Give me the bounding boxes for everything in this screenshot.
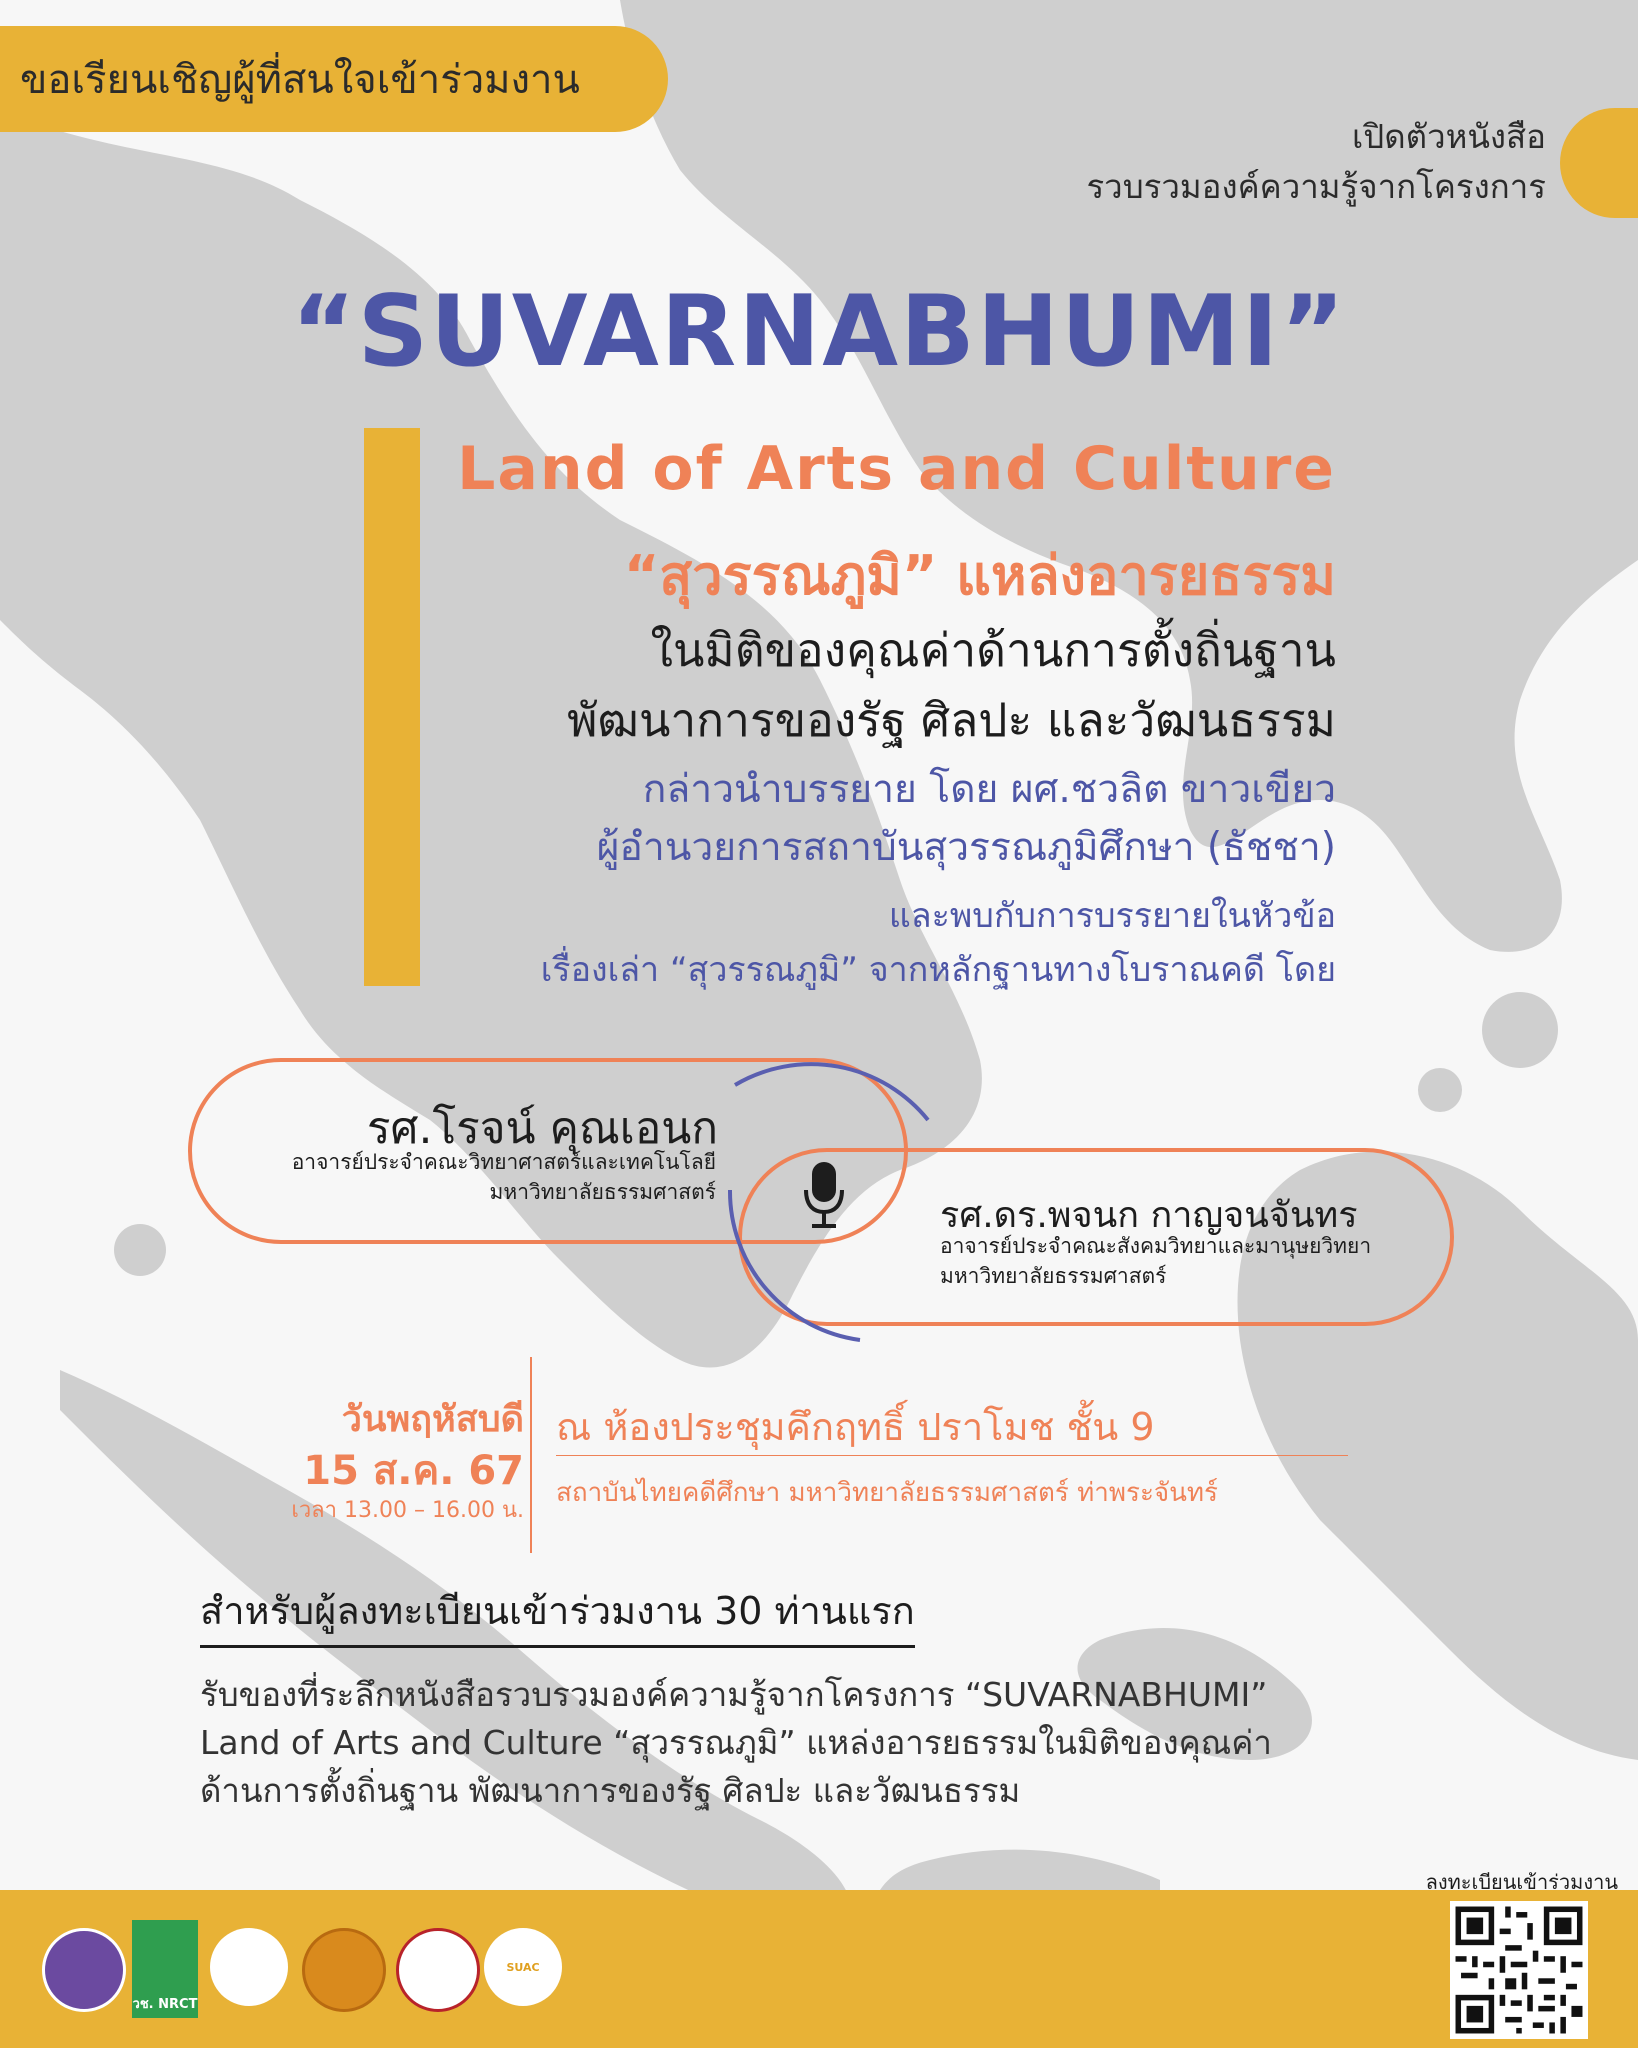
speaker-2-affiliation: อาจารย์ประจำคณะสังคมวิทยาและมานุษยวิทยา bbox=[940, 1234, 1372, 1258]
topic-line1: และพบกับการบรรยายในหัวข้อ bbox=[888, 896, 1336, 936]
qr-code-icon bbox=[1450, 1901, 1588, 2039]
suac-logo-text: SUAC bbox=[506, 1960, 540, 1974]
speaker-2-university: มหาวิทยาลัยธรรมศาสตร์ bbox=[940, 1264, 1167, 1288]
venue-room: ณ ห้องประชุมคึกฤทธิ์ ปราโมช ชั้น 9 bbox=[556, 1405, 1155, 1449]
nrct-logo bbox=[132, 1920, 198, 2018]
registration-qr-code[interactable] bbox=[1450, 1901, 1588, 2039]
intro-line2: ผู้อำนวยการสถาบันสุวรรณภูมิศึกษา (ธัชชา) bbox=[596, 825, 1336, 870]
subtitle-line2: พัฒนาการของรัฐ ศิลปะ และวัฒนธรรม bbox=[567, 693, 1336, 747]
logo-3 bbox=[210, 1928, 288, 2006]
speaker-1-affiliation: อาจารย์ประจำคณะวิทยาศาสตร์และเทคโนโลยี bbox=[291, 1150, 716, 1174]
microphone-icon bbox=[800, 1160, 848, 1234]
logo-5 bbox=[396, 1928, 480, 2012]
gift-line3: ด้านการตั้งถิ่นฐาน พัฒนาการของรัฐ ศิลปะ และวัฒนธรรม bbox=[200, 1771, 1021, 1810]
thai-title: “สุวรรณภูมิ” แหล่งอารยธรรม bbox=[623, 544, 1336, 607]
intro-line1: กล่าวนำบรรยาย โดย ผศ.ชวลิต ขาวเขียว bbox=[642, 767, 1336, 812]
nrct-logo-text: วช. NRCT bbox=[132, 1997, 198, 2012]
suac-logo bbox=[484, 1928, 562, 2006]
gift-line1: รับของที่ระลึกหนังสือรวบรวมองค์ความรู้จากโครงการ “SUVARNABHUMI” bbox=[200, 1675, 1268, 1714]
topic-line2: เรื่องเล่า “สุวรรณภูมิ” จากหลักฐานทางโบราณคดี โดย bbox=[540, 950, 1336, 990]
main-title: “SUVARNABHUMI” bbox=[291, 275, 1347, 389]
qr-label: ลงทะเบียนเข้าร่วมงาน bbox=[1425, 1870, 1618, 1894]
gift-line2: Land of Arts and Culture “สุวรรณภูมิ” แหล่งอารยธรรมในมิติของคุณค่า bbox=[200, 1723, 1272, 1762]
invitation-text: ขอเรียนเชิญผู้ที่สนใจเข้าร่วมงาน bbox=[20, 57, 580, 103]
book-launch-line2: รวบรวมองค์ความรู้จากโครงการ bbox=[1086, 167, 1546, 206]
registration-title: สำหรับผู้ลงทะเบียนเข้าร่วมงาน 30 ท่านแรก bbox=[200, 1580, 915, 1648]
logo-1 bbox=[42, 1928, 126, 2012]
event-date: 15 ส.ค. 67 bbox=[303, 1448, 524, 1494]
venue-underline bbox=[556, 1455, 1348, 1456]
speaker-1-university: มหาวิทยาลัยธรรมศาสตร์ bbox=[489, 1180, 716, 1204]
speaker-2-name: รศ.ดร.พจนก กาญจนจันทร bbox=[940, 1195, 1358, 1236]
english-subtitle: Land of Arts and Culture bbox=[457, 434, 1336, 504]
subtitle-line1: ในมิติของคุณค่าด้านการตั้งถิ่นฐาน bbox=[650, 623, 1336, 677]
event-time: เวลา 13.00 – 16.00 น. bbox=[291, 1498, 524, 1523]
date-divider bbox=[530, 1357, 532, 1553]
logo-4 bbox=[302, 1928, 386, 2012]
event-day: วันพฤหัสบดี bbox=[341, 1399, 524, 1440]
speaker-1-name: รศ.โรจน์ คุณเอนก bbox=[366, 1103, 718, 1154]
book-launch-line1: เปิดตัวหนังสือ bbox=[1351, 117, 1546, 156]
venue-place: สถาบันไทยคดีศึกษา มหาวิทยาลัยธรรมศาสตร์ ท่าพระจันทร์ bbox=[556, 1478, 1219, 1508]
